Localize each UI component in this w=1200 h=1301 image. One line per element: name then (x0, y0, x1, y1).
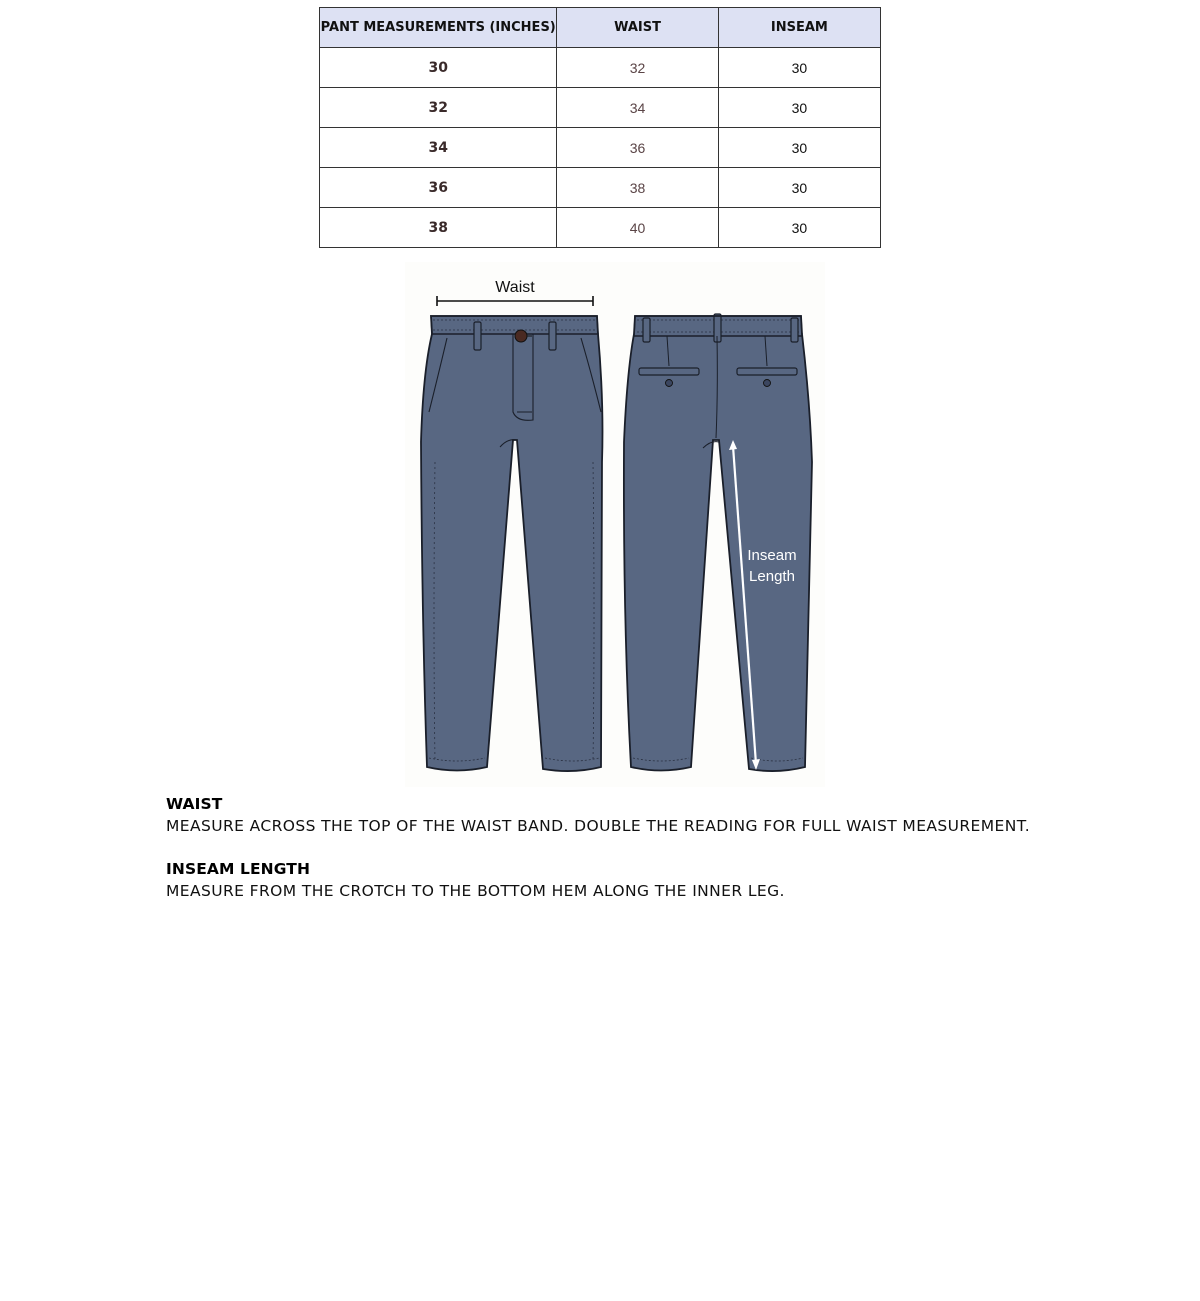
header-pant-measurements: PANT MEASUREMENTS (INCHES) (320, 8, 557, 48)
waist-cell: 32 (557, 48, 718, 88)
button-icon (515, 330, 527, 342)
measurement-notes (166, 794, 1166, 924)
table-row (320, 208, 881, 248)
inseam-cell: 30 (718, 128, 880, 168)
header-inseam: INSEAM (718, 8, 880, 48)
waist-measure-indicator (437, 279, 593, 306)
waist-note (166, 794, 1166, 837)
waist-cell: 40 (557, 208, 718, 248)
waist-note-title: WAIST (166, 795, 223, 813)
size-cell: 32 (320, 88, 557, 128)
inseam-diagram-label-line2: Length (749, 568, 795, 585)
inseam-note-text: MEASURE FROM THE CROTCH TO THE BOTTOM HEM ALONG THE INNER LEG. (166, 882, 785, 900)
inseam-diagram-label-line1: Inseam (747, 547, 797, 564)
inseam-cell: 30 (718, 48, 880, 88)
inseam-note (166, 859, 1166, 902)
table-row (320, 128, 881, 168)
waist-cell: 36 (557, 128, 718, 168)
pants-front-view (421, 316, 603, 771)
waist-note-text: MEASURE ACROSS THE TOP OF THE WAIST BAND. DOUBLE THE READING FOR FULL WAIST MEASUREMENT. (166, 817, 1031, 835)
table-header-row (320, 8, 881, 48)
size-cell: 38 (320, 208, 557, 248)
size-chart-table (319, 7, 881, 248)
size-cell: 34 (320, 128, 557, 168)
pants-back-view (624, 314, 812, 771)
table-row (320, 48, 881, 88)
waist-cell: 34 (557, 88, 718, 128)
waist-diagram-label: Waist (495, 279, 535, 296)
inseam-cell: 30 (718, 168, 880, 208)
inseam-note-title: INSEAM LENGTH (166, 860, 311, 878)
waist-cell: 38 (557, 168, 718, 208)
table-row (320, 168, 881, 208)
inseam-cell: 30 (718, 208, 880, 248)
header-waist: WAIST (557, 8, 718, 48)
size-cell: 30 (320, 48, 557, 88)
pants-measurement-diagram (405, 262, 825, 787)
table-row (320, 88, 881, 128)
size-cell: 36 (320, 168, 557, 208)
inseam-cell: 30 (718, 88, 880, 128)
